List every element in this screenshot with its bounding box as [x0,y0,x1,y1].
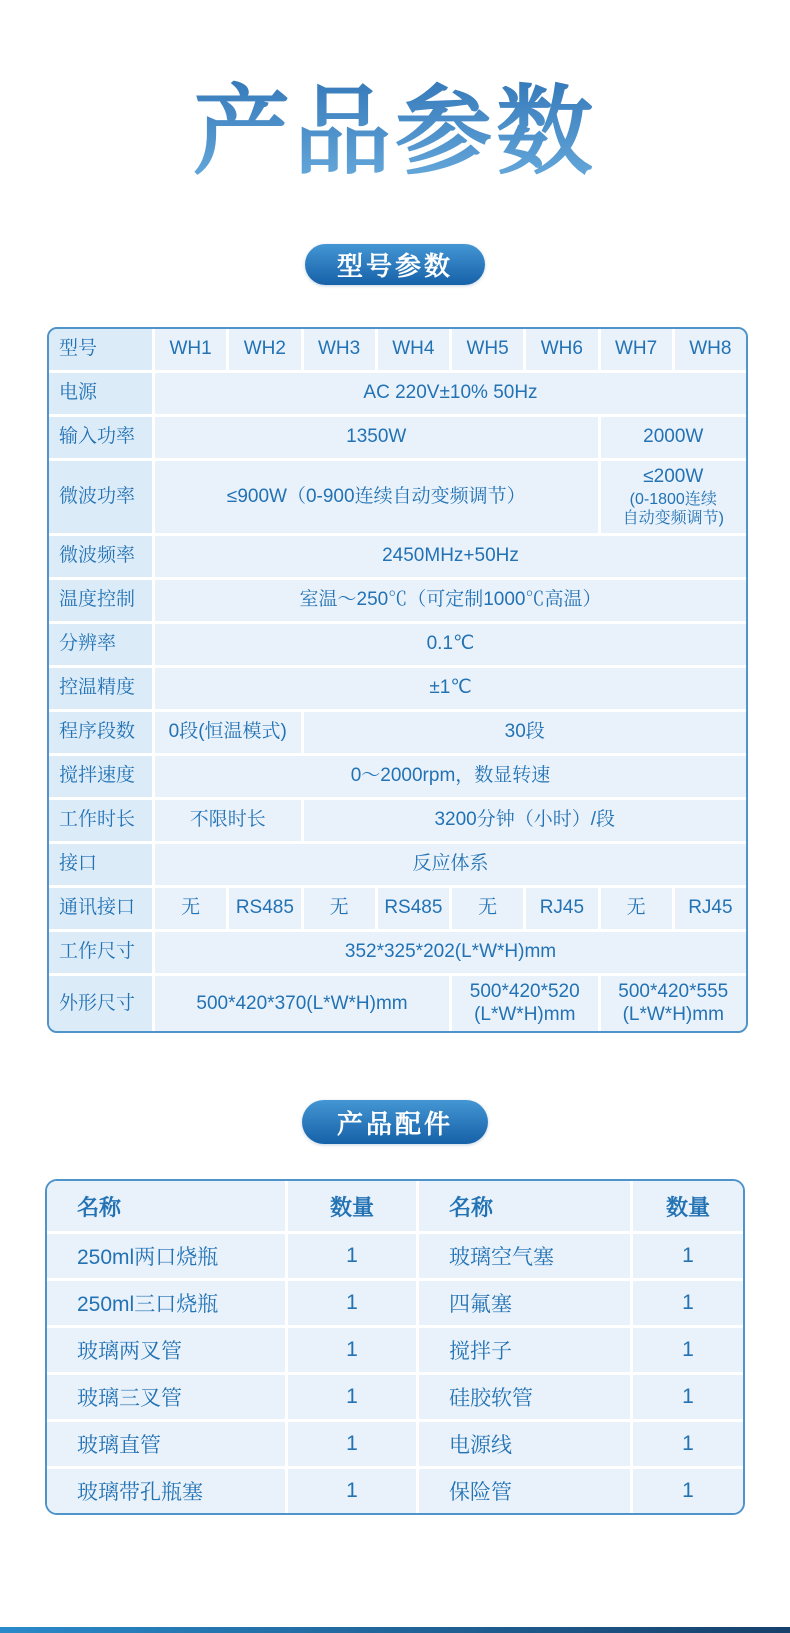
spec-row-label: 搅拌速度 [49,756,152,797]
spec-row-label: 微波频率 [49,536,152,577]
accessories-name-cell: 搅拌子 [419,1328,630,1372]
accessories-qty-cell: 1 [633,1469,743,1513]
spec-value-cell: ≤900W（0-900连续自动变频调节） [155,461,598,533]
spec-row-label: 温度控制 [49,580,152,621]
accessories-name-cell: 玻璃三叉管 [47,1375,285,1419]
spec-value-cell: 不限时长 [155,800,301,841]
accessories-qty-cell: 1 [288,1234,416,1278]
accessories-qty-cell: 1 [633,1375,743,1419]
spec-value-cell: 500*420*520 (L*W*H)mm [452,976,598,1032]
spec-row-label: 分辨率 [49,624,152,665]
model-spec-table [47,327,748,1034]
model-params-pill [305,244,485,285]
accessories-qty-cell: 1 [633,1234,743,1278]
spec-model-header-cell: WH5 [452,329,523,370]
accessories-name-cell: 玻璃空气塞 [419,1234,630,1278]
spec-value-subtext: (0-1800连续 自动变频调节) [622,491,724,528]
spec-model-header-cell: WH4 [378,329,449,370]
spec-value-cell: RS485 [378,888,449,929]
spec-model-header-cell: WH1 [155,329,226,370]
accessories-name-cell: 硅胶软管 [419,1375,630,1419]
accessories-qty-cell: 1 [288,1422,416,1466]
accessories-name-cell: 玻璃两叉管 [47,1328,285,1372]
accessories-qty-cell: 1 [288,1328,416,1372]
accessories-qty-cell: 1 [633,1328,743,1372]
spec-value-cell: 无 [601,888,672,929]
accessories-header-name: 名称 [47,1181,285,1231]
spec-model-header-cell: WH8 [675,329,746,370]
footer-gradient-bar [0,1627,790,1633]
accessories-table [45,1179,745,1515]
spec-value-cell: 500*420*555 (L*W*H)mm [601,976,747,1032]
spec-row-label: 外形尺寸 [49,976,152,1032]
accessories-name-cell: 电源线 [419,1422,630,1466]
accessories-name-cell: 四氟塞 [419,1281,630,1325]
spec-value-cell: 1350W [155,417,598,458]
spec-value-cell: 反应体系 [155,844,746,885]
spec-value-cell: 30段 [304,712,747,753]
accessories-qty-cell: 1 [288,1469,416,1513]
spec-value-cell: ±1℃ [155,668,746,709]
accessories-header-name: 名称 [419,1181,630,1231]
spec-value-cell: 2450MHz+50Hz [155,536,746,577]
spec-value-cell: ≤200W (0-1800连续 自动变频调节) [601,461,747,533]
accessories-qty-cell: 1 [633,1422,743,1466]
spec-value-cell: RJ45 [526,888,597,929]
spec-row-label: 工作尺寸 [49,932,152,973]
accessories-name-cell: 保险管 [419,1469,630,1513]
spec-value-cell: 0.1℃ [155,624,746,665]
accessories-name-cell: 玻璃直管 [47,1422,285,1466]
spec-value-cell: 无 [304,888,375,929]
spec-model-header-cell: WH2 [229,329,300,370]
accessories-name-cell: 250ml三口烧瓶 [47,1281,285,1325]
accessories-name-cell: 250ml两口烧瓶 [47,1234,285,1278]
spec-value-cell: 3200分钟（小时）/段 [304,800,747,841]
spec-value-cell: 352*325*202(L*W*H)mm [155,932,746,973]
accessories-qty-cell: 1 [288,1375,416,1419]
accessories-qty-cell: 1 [288,1281,416,1325]
spec-model-header-cell: WH3 [304,329,375,370]
spec-row-label: 接口 [49,844,152,885]
spec-value-cell: RS485 [229,888,300,929]
accessories-qty-cell: 1 [633,1281,743,1325]
spec-row-label: 控温精度 [49,668,152,709]
accessories-pill [302,1100,488,1144]
spec-row-label: 通讯接口 [49,888,152,929]
accessories-name-cell: 玻璃带孔瓶塞 [47,1469,285,1513]
spec-value-cell: 无 [155,888,226,929]
spec-row-label: 输入功率 [49,417,152,458]
spec-row-label: 程序段数 [49,712,152,753]
spec-value-cell: 0段(恒温模式) [155,712,301,753]
spec-value-cell: 无 [452,888,523,929]
accessories-header-qty: 数量 [633,1181,743,1231]
page-title: 产品参数 [0,0,790,188]
spec-row-label: 型号 [49,329,152,370]
spec-model-header-cell: WH7 [601,329,672,370]
spec-row-label: 微波功率 [49,461,152,533]
spec-value-cell: AC 220V±10% 50Hz [155,373,746,414]
model-params-pill-label: 型号参数 [336,250,453,281]
accessories-pill-label: 产品配件 [336,1108,453,1139]
spec-value-cell: RJ45 [675,888,746,929]
spec-row-label: 电源 [49,373,152,414]
spec-value-cell: 室温～250℃（可定制1000℃高温） [155,580,746,621]
accessories-header-qty: 数量 [288,1181,416,1231]
spec-row-label: 工作时长 [49,800,152,841]
spec-model-header-cell: WH6 [526,329,597,370]
spec-value-cell: 500*420*370(L*W*H)mm [155,976,449,1032]
spec-value-cell: 0～2000rpm，数显转速 [155,756,746,797]
spec-value-cell: 2000W [601,417,747,458]
